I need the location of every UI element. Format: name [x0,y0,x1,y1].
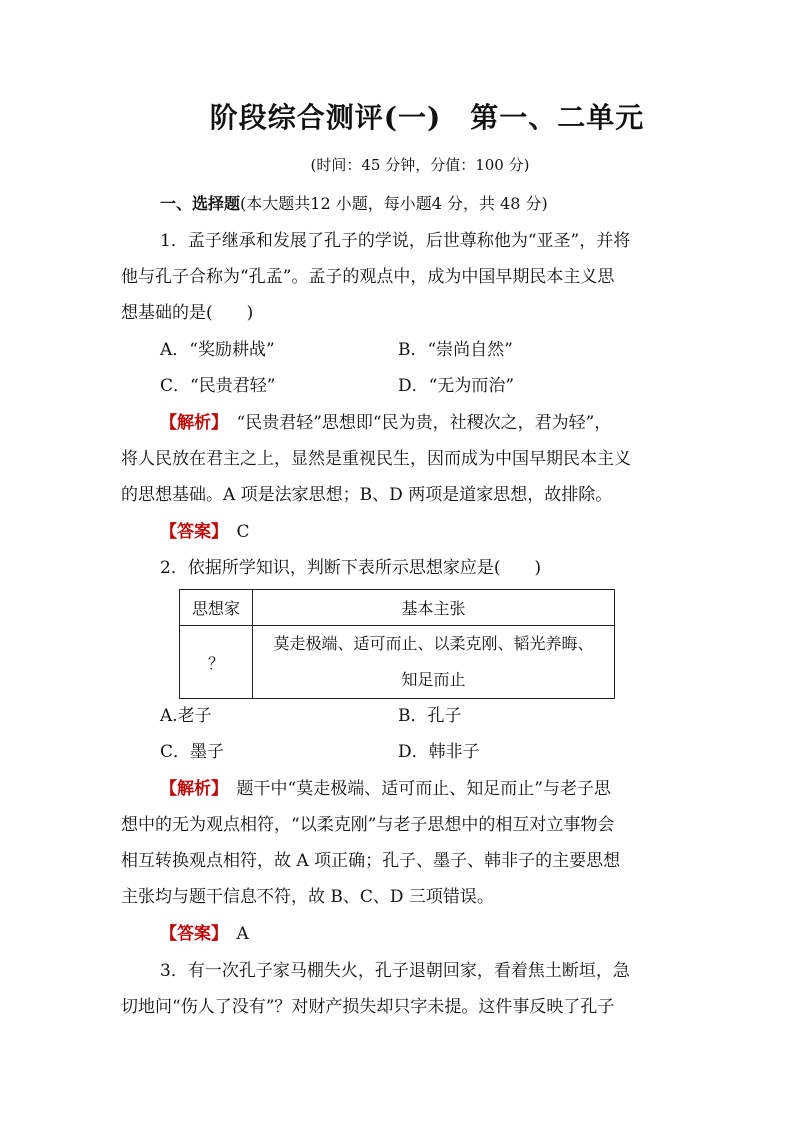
q2-option-b: B．孔子 [398,706,462,726]
q1-answer-line [160,517,250,542]
exam-info: (时间：45 分钟，分值：100 分) [310,156,530,174]
q2-analysis-line3: 相互转换观点相符，故 A 项正确；孔子、墨子、韩非子的主要思想 [121,851,621,871]
q2-table-header-thinker: 思想家 [180,590,253,626]
q1-stem-line3: 想基础的是( ) [121,303,254,323]
q1-option-b: B．“崇尚自然” [398,340,513,360]
q1-analysis-tag: 【解析】 [160,413,220,433]
q2-table-cell-claim [253,626,615,699]
q2-option-d: D．韩非子 [398,742,480,762]
q1-stem-line2: 他与孔子合称为“孔孟”。孟子的观点中，成为中国早期民本主义思 [121,267,615,287]
q1-analysis-line3: 的思想基础。A 项是法家思想；B、D 两项是道家思想，故排除。 [121,485,613,505]
q2-option-a: A.老子 [160,706,212,726]
q2-table-header-claim: 基本主张 [253,590,615,626]
q1-analysis-line1 [160,408,611,433]
q1-stem-line1: 1．孟子继承和发展了孔子的学说，后世尊称他为“亚圣”，并将 [160,231,631,251]
q1-option-d: D．“无为而治” [398,376,515,396]
q1-analysis-line2: 将人民放在君主之上，显然是重视民生，因而成为中国早期民本主义 [121,449,631,469]
q2-answer-value: A [236,924,249,944]
q2-claim-line1: 莫走极端、适可而止、以柔克刚、韬光养晦、 [273,634,594,653]
q1-answer-tag: 【答案】 [160,522,220,542]
q2-analysis-line1 [160,774,611,799]
q2-table [179,589,615,699]
q2-answer-line [160,919,249,944]
q1-option-c: C．“民贵君轻” [160,376,276,396]
page-title: 阶段综合测评(一) 第一、二单元 [209,101,645,134]
section-label: 一、选择题 [160,194,241,213]
q2-analysis-text1: 题干中“莫走极端、适可而止、知足而止”与老子思 [219,779,611,799]
q2-answer-tag: 【答案】 [160,924,220,944]
section-heading [160,191,548,214]
q2-analysis-line2: 想中的无为观点相符，“以柔克刚”与老子思想中的相互对立事物会 [121,815,615,835]
q1-option-a: A．“奖励耕战” [160,340,275,360]
section-note: (本大题共12 小题，每小题4 分，共 48 分) [240,194,548,213]
q2-option-c: C．墨子 [160,742,225,762]
q2-table-cell-thinker: ？ [180,626,253,699]
q2-stem-line1: 2．依据所学知识，判断下表所示思想家应是( ) [160,558,542,578]
q3-stem-line2: 切地问“伤人了没有”？对财产损失却只字未提。这件事反映了孔子 [121,997,615,1017]
q2-analysis-line4: 主张均与题干信息不符，故 B、C、D 三项错误。 [121,887,494,907]
q1-answer-value: C [236,522,250,542]
q2-claim-line2: 知足而止 [401,670,466,689]
q1-analysis-text1: “民贵君轻”思想即“民为贵，社稷次之，君为轻”， [219,413,612,433]
q2-analysis-tag: 【解析】 [160,779,220,799]
q3-stem-line1: 3．有一次孔子家马棚失火，孔子退朝回家，看着焦土断垣，急 [160,961,630,981]
